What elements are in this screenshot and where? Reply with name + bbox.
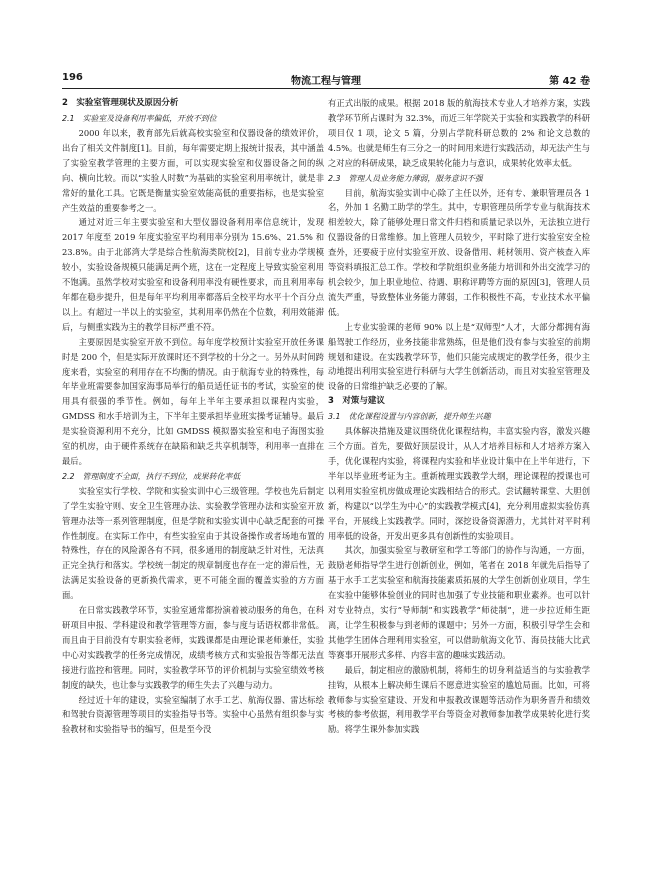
paragraph: 目前，航海实验实训中心除了主任以外，还有专、兼职管理员各 1 名，外加 1 名勤工助学的学生。其中，专职管理员所学专业与航海技术相差较大，除了能够处理日常文件归档和质量记录以外，无法独立进行仪器设备的日常维修。加上管理人员较少，平时除了进行实验室安全检查外，还要疲于应付实验室开放、设备借用、耗材领用、资产核查入库等资料填报汇总工作。学校和学院组织业务能力培训和外出交流学习的机会较少，加上职业地位、待遇、职称评聘等方面的原因[3]，管理人员流失严重，导致整体业务能力薄弱，工作积极性不高，专业技术水平偏低。 [328,187,590,317]
subsection-2-2-heading: 2.2 管理制度不全面，执行不到位，成果转化率低 [62,471,241,481]
section-2-heading: 2 实验室管理现状及原因分析 [62,98,179,108]
paragraph: 通过对近三年主要实验室和大型仪器设备利用率信息统计，发现 2017 年度至 2019 年度实验室平均利用率分别为 15.6%、21.5% 和 23.8%。由于北部湾大学是综合性航海类院校[2]，目前专业办学规模较小，实验设备规模只能满足两个班，这在一定程度上导致实验室利用不饱满。虽然学校对实验室和设备利用率没有硬性要求，而且利用率每年都在稳步提升，但是每年平均利用率都落后全校平均水平十个百分点以上。有超过一半以上的实验室，其利用率仍然在个位数，利用效能滞后，与侧重实践为主的教学目标严重不符。 [62,217,324,332]
section-3-heading: 3 对策与建议 [328,396,385,407]
paragraph: 实验室实行学校、学院和实验实训中心三级管理。学校也先后制定了学生实验守则、安全卫生管理办法、实验教学管理办法和实验室开放管理办法等一系列管理制度，但是学院和实验实训中心缺乏配套的可操作性制度。在实际工作中，有些实验室由于其设备操作或者场地布置的特殊性，存在的风险源各有不同，很多通用的制度缺乏针对性，无法真正完全执行和落实。学校统一制定的规章制度也存在一定的滞后性，无法满足实验设备的更新换代需求，更不可能全面的覆盖实验的方方面面。 [62,485,324,601]
paragraph: 主要原因是实验室开放不到位。每年度学校预计实验室开放任务课时是 200 个，但是实际开放课时还不到学校的十分之一。另外从时间跨度来看，实验室的利用存在不均衡的情况。由于航海专业的特殊性，每年毕业班需要参加国家海事局举行的船员适任证书的考试，实验室的使用具有很强的季节性。例如，每年上半年主要承担以课程内实验，GMDSS 和水手培训为主，下半年主要承担毕业班实操考证辅导。最后是实验资源利用不充分，比如 GMDSS 模拟器实验室和电子海图实验室的机房，由于硬件系统存在缺陷和缺乏共享机制等，利用率一直排在最后。 [62,336,324,466]
paragraph: 在日常实践教学环节，实验室通常都扮演着被动服务的角色，在科研项目申报、学科建设和教学管理等方面，参与度与话语权都非常低。而且由于目前没有专职实验老师，实践课都是由理论课老师兼任，实验中心对实践教学的任务完成情况，成绩考核方式和实验报告等都无法直接进行监控和管理。同时，实验教学环节的评价机制与实验室绩效考核制度的缺失，也让参与实践教学的师生失去了兴趣与动力。 [62,605,324,690]
subsection-2-1-heading: 2.1 实验室及设备利用率偏低，开放不到位 [62,114,217,123]
subsection-3-1-heading: 3.1 优化课程设置与内容创新，提升师生兴趣 [328,412,491,422]
journal-title: 物流工程与管理 [291,76,361,87]
left-column [62,96,324,737]
paragraph-continued: 有正式出版的成果。根据 2018 版的航海技术专业人才培养方案，实践教学环节所占课时为 32.3%，而近三年学院关于实验和实践教学的科研项目仅 1 项，论文 5 篇，分别占学院科研总数的 2% 和论文总数的 4.5%。也就是师生有三分之一的时间用来进行实践活动，却无法产生与之对应的科研成果，缺乏成果转化能力与意识，成果转化效率太低。 [328,98,590,168]
paragraph: 2000 年以来，教育部先后就高校实验室和仪器设备的绩效评价，出台了相关文件制度[1]。目前，每年需要定期上报统计报表，其中涵盖了实验室教学管理的主要方面，可以实现实验室和仪器设备之间的纵向、横向比较。而以“实验人时数”为基础的实验室利用率统计，就是非常好的量化工具。它既是衡量实验室效能高低的重要指标，也是实验室产生效益的重要参考之一。 [62,128,324,213]
page-number: 196 [62,72,83,83]
subsection-2-3-heading: 2.3 管理人员业务能力薄弱，服务意识不强 [328,173,483,183]
paragraph: 最后，制定相应的激励机制，将师生的切身利益适当的与实验教学挂钩，从根本上解决师生课后不愿意进实验室的尴尬局面。比如，可将教师参与实验室建设、开发和申报教改课题等活动作为职务晋升和绩效考核的参考依据，利用教学平台等资金对教师参加教学成果转化进行奖励。将学生课外参加实践 [328,664,590,735]
paragraph: 具体解决措施及建议围绕优化课程结构，丰富实验内容，激发兴趣三个方面。首先，要做好顶层设计，从人才培养目标和人才培养方案入手，优化课程内实验，将课程内实验和毕业设计集中在上半年进行，下半年以毕业班考证为主。重新梳理实践教学大纲，理论课程的授课也可以利用实验室机房做成理论实践相结合的形式。尝试翻转课堂、大胆创新，构建以“以学生为中心”的实践教学模式[4]，充分利用虚拟实验仿真平台，开展线上实践教学。同时，深挖设备资源潜力，尤其针对平时利用率低的设备，开发出更多具有创新性的实验项目。 [328,426,590,541]
paragraph: 经过近十年的建设，实验室编制了水手工艺、航海仪器、雷达标绘和驾驶台资源管理等项目的实验指导书等。实验中心虽然有组织参与实验教材和实验指导书的编写，但是至今没 [62,694,324,735]
running-header [62,72,590,86]
right-column [328,96,590,737]
header-rule [62,88,590,89]
paragraph: 上专业实验课的老师 90% 以上是“双师型”人才，大部分都拥有海船驾驶工作经历，业务技能非常熟练，但是他们没有参与实验室的前期规划和建设。在实践教学环节，他们只能完成规定的教学任务，很少主动地提出利用实验室进行科研与大学生创新活动，而且对实验室管理及设备的日常维护缺乏必要的了解。 [328,321,590,392]
paragraph: 其次，加强实验室与教研室和学工等部门的协作与沟通，一方面，鼓励老师指导学生进行创新创业，例如，笔者在 2018 年就先后指导了基于水手工艺实验室和航海技能素质拓展的大学生创新创业项目，学生在实验中能够体验创业的同时也加强了专业技能和职业素养。也可以针对专业特点，实行“导师制”和实践教学“师徒制”，进一步拉近师生距离，让学生积极参与到老师的课题中；另外一方面，积极引导学生会和其他学生团体合理利用实验室，可以借助航海文化节、海员技能大比武等赛事开展形式多样、内容丰富的趣味实践活动。 [328,545,590,660]
volume-label: 第 42 卷 [549,76,590,87]
